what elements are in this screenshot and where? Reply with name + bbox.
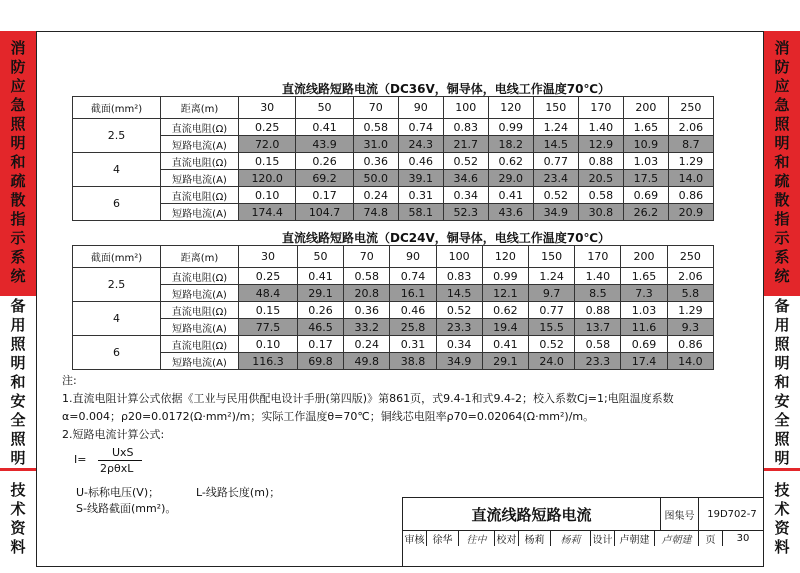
tab-char: 急: [10, 95, 26, 114]
resistance-value: 0.26: [296, 153, 353, 170]
current-value: 12.1: [482, 285, 528, 302]
current-value: 19.4: [482, 319, 528, 336]
tab-char: 备: [10, 296, 26, 315]
tab-char: 安: [774, 391, 790, 410]
section-cell: 4: [73, 153, 161, 187]
header-section: 截面(mm²): [73, 246, 161, 268]
legend-section: S-线路截面(mm²)。: [76, 502, 177, 515]
current-value: 39.1: [398, 170, 443, 187]
current-value: 29.1: [482, 353, 528, 370]
section-cell: 2.5: [73, 268, 161, 302]
header-section: 截面(mm²): [73, 97, 161, 119]
resistance-value: 0.36: [344, 302, 390, 319]
tab-char: 照: [774, 429, 790, 448]
resistance-value: 0.31: [390, 336, 436, 353]
tab-char: 术: [10, 500, 26, 518]
resistance-value: 0.62: [482, 302, 528, 319]
current-value: 14.5: [533, 136, 578, 153]
resistance-value: 1.40: [575, 268, 621, 285]
distance-cell: 70: [353, 97, 398, 119]
tab-char: 消: [774, 38, 790, 57]
distance-cell: 70: [344, 246, 390, 268]
current-value: 43.9: [296, 136, 353, 153]
resistance-value: 0.74: [398, 119, 443, 136]
resistance-label: 直流电阻(Ω): [161, 268, 239, 285]
resistance-value: 2.06: [668, 119, 713, 136]
resistance-value: 0.46: [390, 302, 436, 319]
resistance-value: 1.29: [668, 153, 713, 170]
current-row: [73, 353, 714, 370]
current-value: 29.0: [488, 170, 533, 187]
tab-char: 防: [10, 57, 26, 76]
current-value: 46.5: [297, 319, 343, 336]
current-value: 12.9: [578, 136, 623, 153]
page-number: 30: [736, 533, 750, 544]
resistance-value: 0.58: [575, 336, 621, 353]
section-cell: 6: [73, 336, 161, 370]
header-distance: 距离(m): [161, 246, 239, 268]
tab-char: 明: [10, 133, 26, 152]
header-row: [73, 97, 714, 119]
current-value: 8.7: [668, 136, 713, 153]
section-cell: 6: [73, 187, 161, 221]
note-line-2: α=0.004；ρ20=0.0172(Ω·mm²)/m；实际工作温度θ=70℃；铜线芯电阻率ρ70=0.02064(Ω·mm²)/m。: [62, 410, 595, 423]
tab-char: 明: [10, 448, 26, 467]
title-block: [402, 497, 764, 567]
resistance-value: 0.77: [529, 302, 575, 319]
tab-char: 明: [774, 133, 790, 152]
resistance-value: 0.15: [239, 302, 298, 319]
resistance-value: 0.26: [297, 302, 343, 319]
side-tab-emergency: [0, 31, 36, 293]
design-label: 设计: [591, 531, 615, 546]
distance-cell: 250: [667, 246, 713, 268]
side-tab-backup: [0, 293, 36, 468]
current-value: 34.9: [533, 204, 578, 221]
current-value: 38.8: [390, 353, 436, 370]
current-value: 30.8: [578, 204, 623, 221]
resistance-label: 直流电阻(Ω): [161, 119, 239, 136]
tab-char: 照: [774, 334, 790, 353]
current-label: 短路电流(A): [161, 204, 239, 221]
tab-char: 备: [774, 296, 790, 315]
resistance-row: [73, 302, 714, 319]
resistance-value: 0.34: [436, 336, 482, 353]
resistance-value: 0.58: [344, 268, 390, 285]
current-value: 8.5: [575, 285, 621, 302]
resistance-value: 0.86: [667, 336, 713, 353]
resistance-value: 1.24: [533, 119, 578, 136]
tab-char: 明: [774, 353, 790, 372]
resistance-value: 1.29: [667, 302, 713, 319]
formula-denominator: 2ρθxL: [100, 462, 134, 475]
header-distance: 距离(m): [161, 97, 239, 119]
distance-cell: 100: [436, 246, 482, 268]
current-row: [73, 136, 714, 153]
resistance-value: 0.86: [668, 187, 713, 204]
current-value: 23.3: [436, 319, 482, 336]
current-value: 116.3: [239, 353, 298, 370]
current-value: 14.5: [436, 285, 482, 302]
resistance-value: 0.58: [578, 187, 623, 204]
side-tab-emergency-right: [764, 31, 800, 293]
side-tab-backup-right: [764, 293, 800, 468]
tab-char: 技: [774, 481, 790, 499]
current-value: 49.8: [344, 353, 390, 370]
resistance-label: 直流电阻(Ω): [161, 187, 239, 204]
tab-char: 应: [774, 76, 790, 95]
current-value: 58.1: [398, 204, 443, 221]
resistance-value: 0.58: [353, 119, 398, 136]
tab-char: 示: [774, 228, 790, 247]
resistance-row: [73, 119, 714, 136]
note-line-3: 2.短路电流计算公式:: [62, 428, 165, 441]
tab-char: 散: [10, 190, 26, 209]
resistance-row: [73, 153, 714, 170]
tab-char: 明: [774, 448, 790, 467]
resistance-value: 0.24: [353, 187, 398, 204]
resistance-value: 0.99: [482, 268, 528, 285]
current-value: 69.8: [297, 353, 343, 370]
resistance-value: 1.03: [621, 302, 667, 319]
current-value: 31.0: [353, 136, 398, 153]
tab-char: 料: [774, 538, 790, 556]
resistance-label: 直流电阻(Ω): [161, 153, 239, 170]
current-value: 120.0: [239, 170, 296, 187]
resistance-value: 0.17: [297, 336, 343, 353]
current-value: 15.5: [529, 319, 575, 336]
tab-char: 系: [774, 247, 790, 266]
design-signature: 卢朝建: [655, 531, 699, 546]
current-value: 14.0: [668, 170, 713, 187]
tab-char: 统: [774, 266, 790, 285]
current-value: 48.4: [239, 285, 298, 302]
tab-char: 系: [10, 247, 26, 266]
resistance-value: 0.52: [533, 187, 578, 204]
resistance-value: 1.03: [623, 153, 668, 170]
tab-char: 和: [774, 152, 790, 171]
tab-char: 料: [10, 538, 26, 556]
side-tab-technical-right: [764, 468, 800, 567]
tab-char: 资: [774, 519, 790, 537]
resistance-value: 0.15: [239, 153, 296, 170]
tab-char: 照: [10, 334, 26, 353]
current-value: 16.1: [390, 285, 436, 302]
resistance-value: 0.52: [443, 153, 488, 170]
current-value: 52.3: [443, 204, 488, 221]
current-value: 77.5: [239, 319, 298, 336]
current-value: 174.4: [239, 204, 296, 221]
short-circuit-table-dc36v: [72, 96, 714, 221]
current-value: 74.8: [353, 204, 398, 221]
current-value: 43.6: [488, 204, 533, 221]
resistance-value: 0.88: [578, 153, 623, 170]
current-value: 50.0: [353, 170, 398, 187]
resistance-row: [73, 268, 714, 285]
atlas-label: 图集号: [661, 498, 699, 531]
resistance-value: 0.83: [436, 268, 482, 285]
current-value: 24.3: [398, 136, 443, 153]
notes-heading: 注:: [62, 374, 77, 387]
resistance-row: [73, 336, 714, 353]
resistance-label: 直流电阻(Ω): [161, 302, 239, 319]
distance-cell: 250: [668, 97, 713, 119]
resistance-value: 0.31: [398, 187, 443, 204]
distance-cell: 150: [529, 246, 575, 268]
resistance-value: 0.41: [488, 187, 533, 204]
left-side-tabs: [0, 31, 36, 567]
distance-cell: 200: [621, 246, 667, 268]
header-row: [73, 246, 714, 268]
current-row: [73, 204, 714, 221]
current-label: 短路电流(A): [161, 319, 239, 336]
tab-char: 统: [10, 266, 26, 285]
check-name: 杨莉: [519, 531, 551, 546]
current-value: 7.3: [621, 285, 667, 302]
resistance-value: 0.69: [623, 187, 668, 204]
resistance-value: 0.62: [488, 153, 533, 170]
tab-char: 和: [10, 152, 26, 171]
current-value: 69.2: [296, 170, 353, 187]
side-tab-technical: [0, 468, 36, 567]
tab-char: 指: [10, 209, 26, 228]
review-name: 徐华: [427, 531, 459, 546]
resistance-value: 0.99: [488, 119, 533, 136]
resistance-value: 1.65: [621, 268, 667, 285]
current-value: 14.0: [667, 353, 713, 370]
distance-cell: 50: [296, 97, 353, 119]
right-side-tabs: [764, 31, 800, 567]
current-value: 20.8: [344, 285, 390, 302]
resistance-value: 0.17: [296, 187, 353, 204]
resistance-value: 0.25: [239, 119, 296, 136]
review-label: 审核: [403, 531, 427, 546]
table2-caption: 直流线路短路电流（DC24V，铜导体，电线工作温度70℃）: [282, 231, 610, 245]
distance-cell: 120: [488, 97, 533, 119]
distance-cell: 30: [239, 246, 298, 268]
current-value: 13.7: [575, 319, 621, 336]
resistance-row: [73, 187, 714, 204]
current-value: 17.5: [623, 170, 668, 187]
tab-char: 照: [10, 429, 26, 448]
distance-cell: 170: [575, 246, 621, 268]
formula-lhs: I=: [74, 453, 87, 466]
resistance-value: 0.52: [529, 336, 575, 353]
current-value: 10.9: [623, 136, 668, 153]
tab-char: 急: [774, 95, 790, 114]
resistance-value: 0.25: [239, 268, 298, 285]
current-value: 5.8: [667, 285, 713, 302]
page-label: 页: [699, 531, 723, 546]
legend-voltage: U-标称电压(V)；: [76, 486, 160, 499]
design-name: 卢朝建: [615, 531, 655, 546]
distance-cell: 50: [297, 246, 343, 268]
tab-char: 指: [774, 209, 790, 228]
sheet-title: 直流线路短路电流: [403, 498, 661, 531]
tab-char: 示: [10, 228, 26, 247]
current-row: [73, 170, 714, 187]
resistance-value: 0.41: [297, 268, 343, 285]
current-label: 短路电流(A): [161, 136, 239, 153]
current-value: 72.0: [239, 136, 296, 153]
resistance-value: 0.10: [239, 187, 296, 204]
resistance-value: 0.69: [621, 336, 667, 353]
tab-char: 资: [10, 519, 26, 537]
resistance-value: 0.41: [482, 336, 528, 353]
check-signature: 杨莉: [551, 531, 591, 546]
current-value: 20.5: [578, 170, 623, 187]
current-value: 9.3: [667, 319, 713, 336]
current-value: 18.2: [488, 136, 533, 153]
resistance-value: 0.52: [436, 302, 482, 319]
distance-cell: 170: [578, 97, 623, 119]
resistance-value: 0.88: [575, 302, 621, 319]
tab-char: 疏: [774, 171, 790, 190]
current-value: 25.8: [390, 319, 436, 336]
current-row: [73, 319, 714, 336]
current-value: 24.0: [529, 353, 575, 370]
tab-char: 全: [774, 410, 790, 429]
tab-char: 和: [774, 372, 790, 391]
section-cell: 2.5: [73, 119, 161, 153]
atlas-number: 19D702-7: [707, 509, 757, 520]
current-value: 34.6: [443, 170, 488, 187]
current-value: 17.4: [621, 353, 667, 370]
resistance-value: 2.06: [667, 268, 713, 285]
tab-char: 用: [10, 315, 26, 334]
note-line-1: 1.直流电阻计算公式依据《工业与民用供配电设计手册(第四版)》第861页，式9.4-1和式9.4-2；校入系数Cj=1;电阻温度系数: [62, 392, 674, 405]
tab-char: 防: [774, 57, 790, 76]
legend-length: L-线路长度(m)；: [196, 486, 281, 499]
distance-cell: 200: [623, 97, 668, 119]
table1-caption: 直流线路短路电流（DC36V，铜导体，电线工作温度70℃）: [282, 82, 610, 96]
current-value: 21.7: [443, 136, 488, 153]
distance-cell: 150: [533, 97, 578, 119]
resistance-value: 1.65: [623, 119, 668, 136]
resistance-value: 0.74: [390, 268, 436, 285]
tab-char: 术: [774, 500, 790, 518]
current-value: 23.4: [533, 170, 578, 187]
current-value: 11.6: [621, 319, 667, 336]
tab-char: 照: [10, 114, 26, 133]
resistance-value: 0.46: [398, 153, 443, 170]
tab-char: 安: [10, 391, 26, 410]
tab-char: 散: [774, 190, 790, 209]
distance-cell: 100: [443, 97, 488, 119]
short-circuit-table-dc24v: [72, 245, 714, 370]
review-signature: 往中: [459, 531, 495, 546]
tab-char: 全: [10, 410, 26, 429]
current-label: 短路电流(A): [161, 285, 239, 302]
resistance-value: 0.36: [353, 153, 398, 170]
current-label: 短路电流(A): [161, 170, 239, 187]
distance-cell: 90: [390, 246, 436, 268]
distance-cell: 120: [482, 246, 528, 268]
current-value: 34.9: [436, 353, 482, 370]
resistance-value: 1.24: [529, 268, 575, 285]
fraction-bar: [98, 460, 142, 461]
current-value: 23.3: [575, 353, 621, 370]
notes: [62, 372, 674, 444]
resistance-value: 1.40: [578, 119, 623, 136]
tab-char: 技: [10, 481, 26, 499]
resistance-value: 0.41: [296, 119, 353, 136]
resistance-label: 直流电阻(Ω): [161, 336, 239, 353]
resistance-value: 0.77: [533, 153, 578, 170]
current-value: 104.7: [296, 204, 353, 221]
tab-char: 和: [10, 372, 26, 391]
resistance-value: 0.24: [344, 336, 390, 353]
resistance-value: 0.10: [239, 336, 298, 353]
current-value: 26.2: [623, 204, 668, 221]
tab-char: 应: [10, 76, 26, 95]
resistance-value: 0.34: [443, 187, 488, 204]
check-label: 校对: [495, 531, 519, 546]
current-value: 33.2: [344, 319, 390, 336]
current-value: 29.1: [297, 285, 343, 302]
resistance-value: 0.83: [443, 119, 488, 136]
current-value: 20.9: [668, 204, 713, 221]
tab-char: 用: [774, 315, 790, 334]
current-label: 短路电流(A): [161, 353, 239, 370]
section-cell: 4: [73, 302, 161, 336]
tab-char: 消: [10, 38, 26, 57]
current-value: 9.7: [529, 285, 575, 302]
formula-numerator: UxS: [112, 446, 134, 459]
current-row: [73, 285, 714, 302]
tab-char: 疏: [10, 171, 26, 190]
tab-char: 明: [10, 353, 26, 372]
distance-cell: 30: [239, 97, 296, 119]
distance-cell: 90: [398, 97, 443, 119]
tab-char: 照: [774, 114, 790, 133]
